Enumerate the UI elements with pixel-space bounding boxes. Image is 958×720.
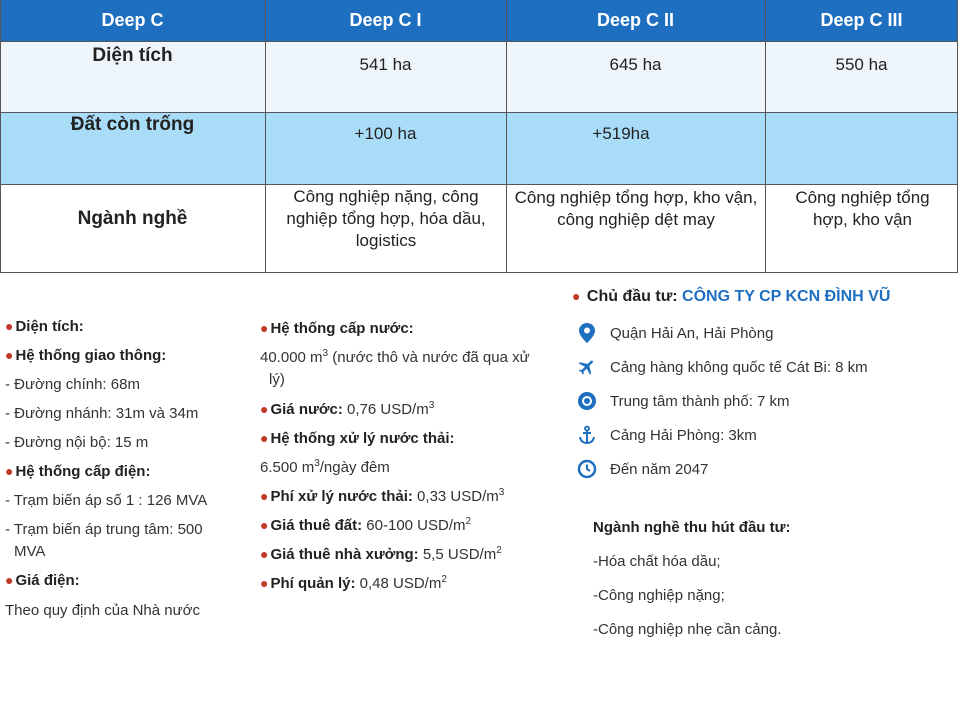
row-label-vacant-land: Đất còn trống [70, 114, 195, 135]
cell-area-deep-c-2: 645 ha [609, 55, 662, 74]
land-rent-value: 60-100 USD/m [362, 517, 466, 534]
table-row-vacant-land [0, 112, 958, 184]
cell-area-deep-c-1: 541 ha [359, 55, 412, 74]
factory-rent-value: 5,5 USD/m [418, 546, 497, 563]
info-airport [576, 356, 868, 378]
header-deep-c-1: Deep C I [349, 10, 422, 30]
wastewater-unit: /ngày đêm [319, 459, 390, 476]
table-row-area [0, 41, 958, 112]
bullet-icon: ● [260, 488, 269, 504]
info-city-center [576, 390, 790, 412]
city-center-icon [576, 390, 598, 412]
header-deep-c-3: Deep C III [820, 10, 903, 30]
port-text: Cảng Hải Phòng: 3km [610, 426, 757, 444]
central-substation-text: - Trạm biến áp trung tâm: 500 [5, 521, 203, 538]
area-label: Diện tích: [15, 318, 84, 335]
industries-title: Ngành nghề thu hút đầu tư: [593, 519, 791, 536]
unit-exponent: 3 [322, 348, 329, 359]
traffic-label: Hệ thống giao thông: [15, 347, 167, 364]
term-text: Đến năm 2047 [610, 460, 709, 478]
cell-area-deep-c-3: 550 ha [835, 55, 888, 74]
branch-road-text: - Đường nhánh: 31m và 34m [5, 405, 199, 422]
bullet-icon: ● [260, 575, 269, 591]
water-supply-item [260, 320, 414, 337]
factory-rent-label: Giá thuê nhà xưởng: [270, 546, 419, 563]
traffic-item [5, 347, 166, 364]
cell-industries-deep-c-2: Công nghiệp tổng hợp, kho vận, công nghiệp dệt may [514, 188, 758, 229]
water-price-label: Giá nước: [270, 401, 343, 418]
cell-industries-deep-c-3: Công nghiệp tổng hợp, kho vận [795, 188, 930, 229]
unit-exponent: 2 [496, 545, 502, 556]
grid-line [0, 41, 958, 42]
area-item [5, 318, 84, 335]
unit-exponent: 3 [428, 400, 435, 411]
grid-line [0, 272, 958, 273]
wastewater-label: Hệ thống xử lý nước thải: [270, 430, 455, 447]
cell-vacant-deep-c-2: +519ha [592, 124, 650, 143]
comparison-table [0, 0, 958, 273]
water-supply-note-end: lý) [269, 371, 285, 388]
power-item [5, 463, 150, 480]
water-supply-label: Hệ thống cấp nước: [270, 320, 414, 337]
water-supply-text [260, 349, 530, 366]
management-fee-value: 0,48 USD/m [355, 575, 442, 592]
grid-line [0, 184, 958, 185]
infrastructure-column [5, 318, 255, 638]
electricity-price-text: Theo quy định của Nhà nước [5, 602, 200, 619]
bullet-icon: ● [260, 401, 269, 417]
city-center-text: Trung tâm thành phố: 7 km [610, 392, 790, 410]
location-text: Quận Hải An, Hải Phòng [610, 324, 774, 342]
row-label-industries: Ngành nghề [77, 208, 188, 229]
info-location [576, 322, 773, 344]
investor-column [572, 288, 952, 648]
investor-label: Chủ đầu tư: [586, 288, 683, 305]
bullet-icon: ● [260, 320, 269, 336]
airport-text: Cảng hàng không quốc tế Cát Bi: 8 km [610, 358, 868, 376]
water-price-item [260, 401, 434, 418]
bullet-icon: ● [5, 347, 14, 363]
bullet-icon: ● [260, 430, 269, 446]
unit-exponent: 2 [441, 574, 447, 585]
investor-line [572, 288, 890, 306]
anchor-icon [576, 424, 598, 446]
investor-name: CÔNG TY CP KCN ĐÌNH VŨ [682, 288, 891, 305]
substation-1-text: - Trạm biến áp số 1 : 126 MVA [5, 492, 208, 509]
water-price-value: 0,76 USD/m [342, 401, 429, 418]
bullet-icon: ● [260, 517, 269, 533]
wastewater-value: 6.500 m [260, 459, 315, 476]
treatment-fee-label: Phí xử lý nước thải: [270, 488, 413, 505]
table-row-industries [0, 184, 958, 272]
water-supply-note: (nước thô và nước đã qua xử [328, 349, 530, 366]
bullet-icon: ● [5, 463, 14, 479]
row-label-area: Diện tích [92, 45, 173, 66]
treatment-fee-value: 0,33 USD/m [412, 488, 499, 505]
unit-exponent: 2 [465, 516, 472, 527]
management-fee-label: Phí quản lý: [270, 575, 356, 592]
internal-road-text: - Đường nội bộ: 15 m [5, 434, 149, 451]
cell-industries-deep-c-1: Công nghiệp nặng, công nghiệp tổng hợp, hóa dầu, logistics [286, 187, 486, 250]
airplane-icon [576, 356, 598, 378]
electricity-price-label: Giá điện: [15, 572, 80, 589]
unit-exponent: 3 [498, 487, 505, 498]
location-pin-icon [576, 322, 598, 344]
wastewater-item [260, 430, 455, 447]
main-road-text: - Đường chính: 68m [5, 376, 140, 393]
table-header-row [0, 0, 958, 41]
grid-line [0, 112, 958, 113]
header-deep-c-2: Deep C II [596, 10, 675, 30]
cell-vacant-deep-c-1: +100 ha [354, 124, 417, 143]
land-rent-label: Giá thuê đất: [270, 517, 363, 534]
utilities-column [260, 320, 575, 610]
bullet-icon: ● [260, 546, 269, 562]
electricity-price-item [5, 572, 80, 589]
bullet-icon: ● [5, 318, 14, 334]
history-clock-icon [576, 458, 598, 480]
wastewater-text [260, 459, 390, 476]
industry-item: -Công nghiệp nhẹ cần cảng. [593, 621, 782, 638]
land-rent-item [260, 517, 471, 534]
water-supply-value: 40.000 m [260, 349, 323, 366]
header-deep-c: Deep C [101, 10, 164, 30]
central-substation-unit: MVA [14, 543, 46, 560]
industry-item: -Hóa chất hóa dầu; [593, 553, 721, 570]
info-term [576, 458, 708, 480]
factory-rent-item [260, 546, 502, 563]
unit-exponent: 3 [314, 458, 320, 469]
bullet-icon: ● [572, 288, 581, 304]
cell-vacant-deep-c-3 [765, 112, 958, 156]
power-label: Hệ thống cấp điện: [15, 463, 151, 480]
bullet-icon: ● [5, 572, 14, 588]
info-port [576, 424, 757, 446]
industry-item: -Công nghiệp nặng; [593, 587, 725, 604]
management-fee-item [260, 575, 447, 592]
treatment-fee-item [260, 488, 504, 505]
